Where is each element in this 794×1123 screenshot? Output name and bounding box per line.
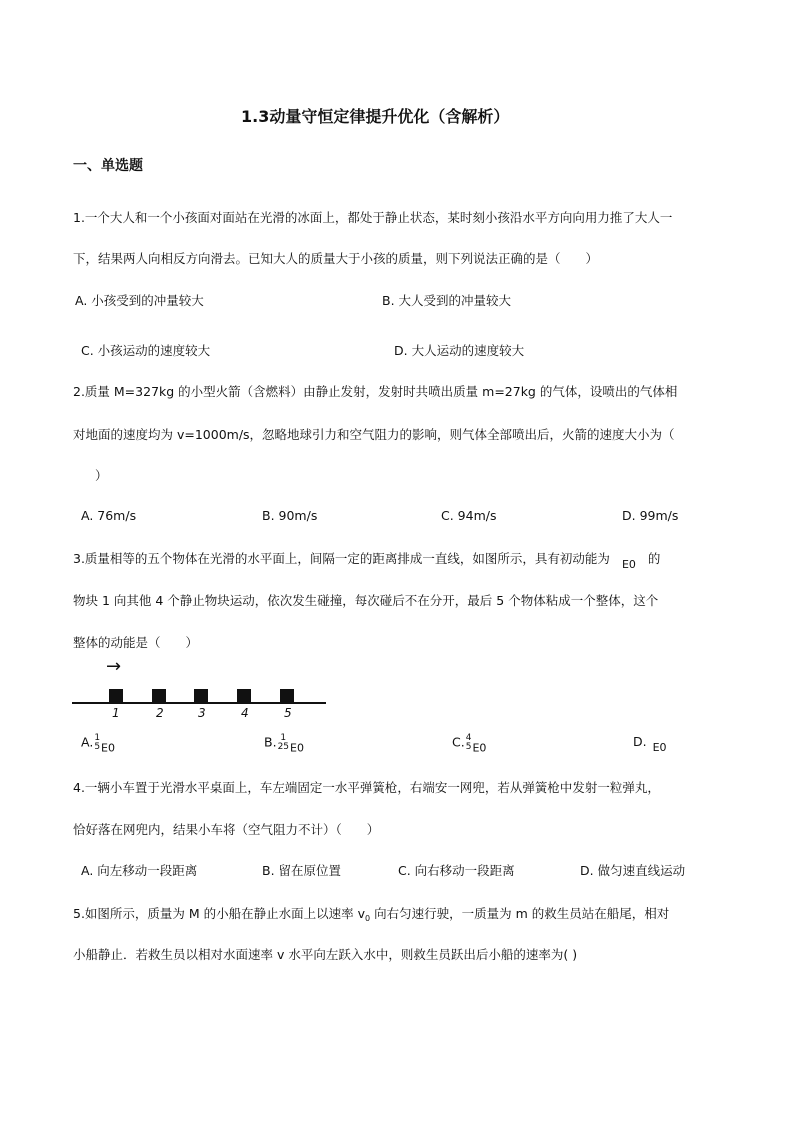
question-3-line-2: 物块 1 向其他 4 个静止物块运动，依次发生碰撞，每次碰后不在分开，最后 5 个物体粘成一个整体，这个: [73, 593, 659, 608]
question-5-line-1: 5.如图所示，质量为 M 的小船在静止水面上以速率 $v_0$ 向右匀速行驶，一质量为 m 的救生员站在船尾，相对: [73, 906, 670, 923]
question-4-option-c[interactable]: C. 向右移动一段距离: [398, 863, 515, 878]
question-1-option-d[interactable]: D. 大人运动的速度较大: [394, 343, 525, 358]
block-1: [109, 689, 123, 702]
question-4-option-a[interactable]: A. 向左移动一段距离: [81, 863, 198, 878]
question-3-option-a[interactable]: A. 1 5 E0: [81, 733, 115, 755]
block-2: [152, 689, 166, 702]
question-2-option-d[interactable]: D. 99m/s: [622, 508, 679, 523]
e0-symbol: E0: [621, 558, 636, 571]
question-3-line-1: [73, 549, 660, 571]
block-5: [280, 689, 294, 702]
question-2-line-1: 2.质量 M=327kg 的小型火箭（含燃料）由静止发射，发射时共喷出质量 m=27kg 的气体，设喷出的气体相: [73, 384, 678, 399]
question-4-option-b[interactable]: B. 留在原位置: [262, 863, 342, 878]
question-2-option-c[interactable]: C. 94m/s: [441, 508, 497, 523]
question-3-option-b[interactable]: B. 1 25 E0: [264, 733, 304, 755]
question-2-option-b[interactable]: B. 90m/s: [262, 508, 318, 523]
question-5-line-2: 小船静止．若救生员以相对水面速率 v 水平向左跃入水中，则救生员跃出后小船的速率为( ): [73, 947, 578, 962]
question-1-line-2: 下，结果两人向相反方向滑去。已知大人的质量大于小孩的质量，则下列说法正确的是（ ）: [73, 251, 599, 266]
question-1-option-a[interactable]: A. 小孩受到的冲量较大: [75, 293, 204, 308]
block-label-3: 3: [198, 706, 206, 720]
question-3-line-1-text: 3.质量相等的五个物体在光滑的水平面上，间隔一定的距离排成一直线，如图所示，具有初动能为: [73, 551, 610, 566]
question-3-option-d[interactable]: D. E0: [633, 734, 667, 754]
question-3-line-3: 整体的动能是（ ）: [73, 635, 199, 650]
question-4-line-1: 4.一辆小车置于光滑水平桌面上，车左端固定一水平弹簧枪，右端安一网兜，若从弹簧枪中发射一粒弹丸，: [73, 780, 660, 795]
collision-figure: [72, 656, 328, 722]
block-label-1: 1: [112, 706, 120, 720]
ground-line: [72, 702, 326, 704]
block-4: [237, 689, 251, 702]
question-1-line-1: 1.一个大人和一个小孩面对面站在光滑的冰面上，都处于静止状态，某时刻小孩沿水平方向向用力推了大人一: [73, 210, 673, 225]
page-title: 1.3动量守恒定律提升优化（含解析）: [241, 107, 510, 126]
question-4-option-d[interactable]: D. 做匀速直线运动: [580, 863, 686, 878]
section-heading: 一、单选题: [73, 158, 143, 174]
block-label-5: 5: [284, 706, 292, 720]
subscript-zero: 0: [365, 914, 371, 923]
block-label-4: 4: [241, 706, 249, 720]
question-2-line-2: 对地面的速度均为 v=1000m/s，忽略地球引力和空气阻力的影响，则气体全部喷出后，火箭的速度大小为（: [73, 427, 675, 442]
question-4-line-2: 恰好落在网兜内，结果小车将（空气阻力不计）（ ）: [73, 822, 380, 837]
block-3: [194, 689, 208, 702]
velocity-arrow-icon: →: [106, 656, 122, 677]
question-1-option-b[interactable]: B. 大人受到的冲量较大: [382, 293, 512, 308]
question-2-line-3: ）: [95, 468, 108, 483]
block-label-2: 2: [156, 706, 164, 720]
question-1-option-c[interactable]: C. 小孩运动的速度较大: [81, 343, 211, 358]
question-2-option-a[interactable]: A. 76m/s: [81, 508, 137, 523]
question-3-line-1-end: 的: [647, 551, 661, 566]
question-3-option-c[interactable]: C. 4 5 E0: [452, 733, 487, 755]
